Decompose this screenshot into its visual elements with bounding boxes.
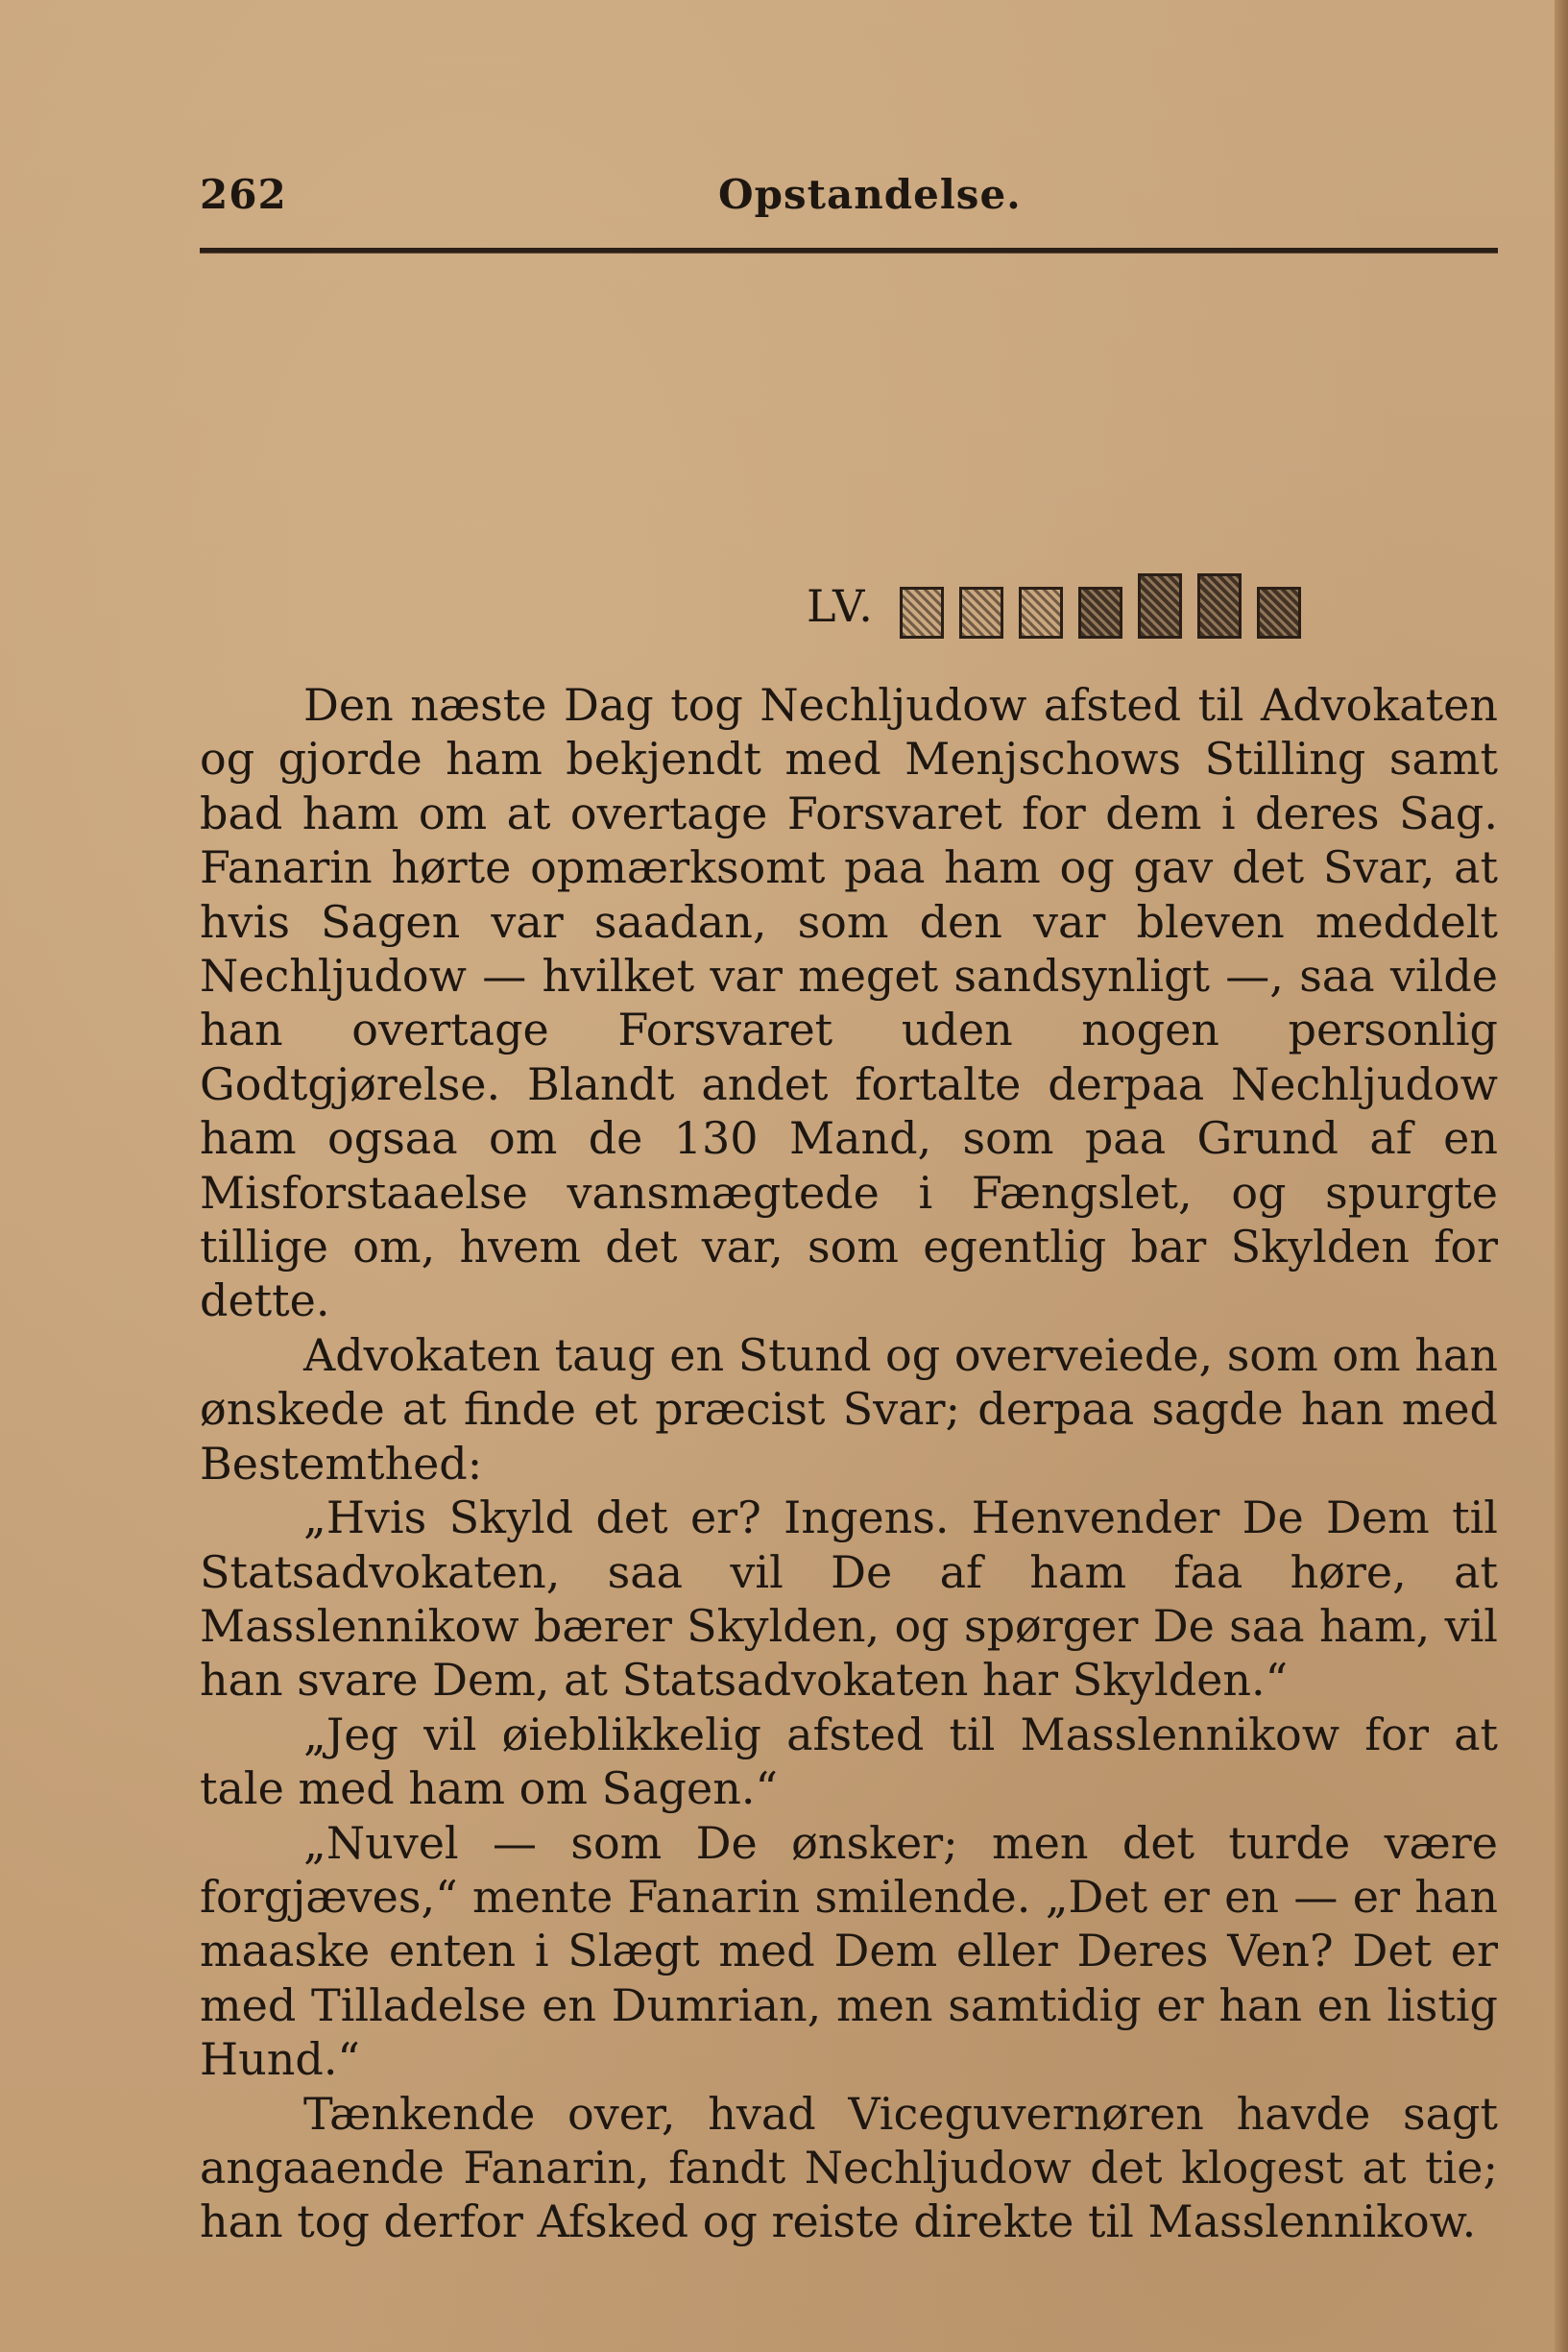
running-title: Opstandelse.: [718, 171, 1022, 218]
paragraph: „Nuvel — som De ønsker; men det turde være forgjæves,“ mente Fanarin smilende. „Det er en — er han maaske enten i Slægt med Dem eller Deres Ven? Det er med Tilladelse en Dumrian, men samtidig er han en listig Hund.“: [200, 1816, 1498, 2086]
chapter-ornament: [900, 573, 1301, 639]
page-number: 262: [200, 171, 287, 218]
chapter-heading: [807, 572, 1301, 640]
paragraph: „Hvis Skyld det er? Ingens. Henvender De Dem til Statsadvokaten, saa vil De af ham faa høre, at Masslennikow bærer Skylden, og spørger De saa ham, vil han svare Dem, at Statsadvokaten har Skylden.“: [200, 1491, 1498, 1707]
paragraph: Tænkende over, hvad Viceguvernøren havde sagt angaaende Fanarin, fandt Nechljudow det klogest at tie; han tog derfor Afsked og reiste direkte til Masslennikow.: [200, 2087, 1498, 2248]
paragraph: „Jeg vil øieblikkelig afsted til Masslennikow for at tale med ham om Sagen.“: [200, 1708, 1498, 1815]
header-rule: [200, 248, 1498, 254]
body-text: [200, 678, 1498, 2249]
ornament-block: [959, 587, 1003, 639]
ornament-block: [900, 587, 944, 639]
ornament-block: [1078, 587, 1122, 639]
ornament-block: [1197, 573, 1242, 639]
chapter-title: LV.: [807, 580, 875, 632]
ornament-block: [1257, 587, 1301, 639]
ornament-block: [1138, 573, 1182, 639]
paragraph: Advokaten taug en Stund og overveiede, som om han ønskede at finde et præcist Svar; derpaa sagde han med Bestemthed:: [200, 1328, 1498, 1490]
ornament-block: [1019, 587, 1063, 639]
page-header: [200, 171, 1498, 229]
paragraph: Den næste Dag tog Nechljudow afsted til Advokaten og gjorde ham bekjendt med Menjschows Stilling samt bad ham om at overtage Forsvaret for dem i deres Sag. Fanarin hørte opmærksomt paa ham og gav det Svar, at hvis Sagen var saadan, som den var bleven meddelt Nechljudow — hvilket var meget sandsynligt —, saa vilde han overtage Forsvaret uden nogen personlig Godtgjørelse. Blandt andet fortalte derpaa Nechljudow ham ogsaa om de 130 Mand, som paa Grund af en Misforstaaelse vansmægtede i Fængslet, og spurgte tillige om, hvem det var, som egentlig bar Skylden for dette.: [200, 679, 1498, 1327]
page-edge: [1555, 0, 1568, 2352]
